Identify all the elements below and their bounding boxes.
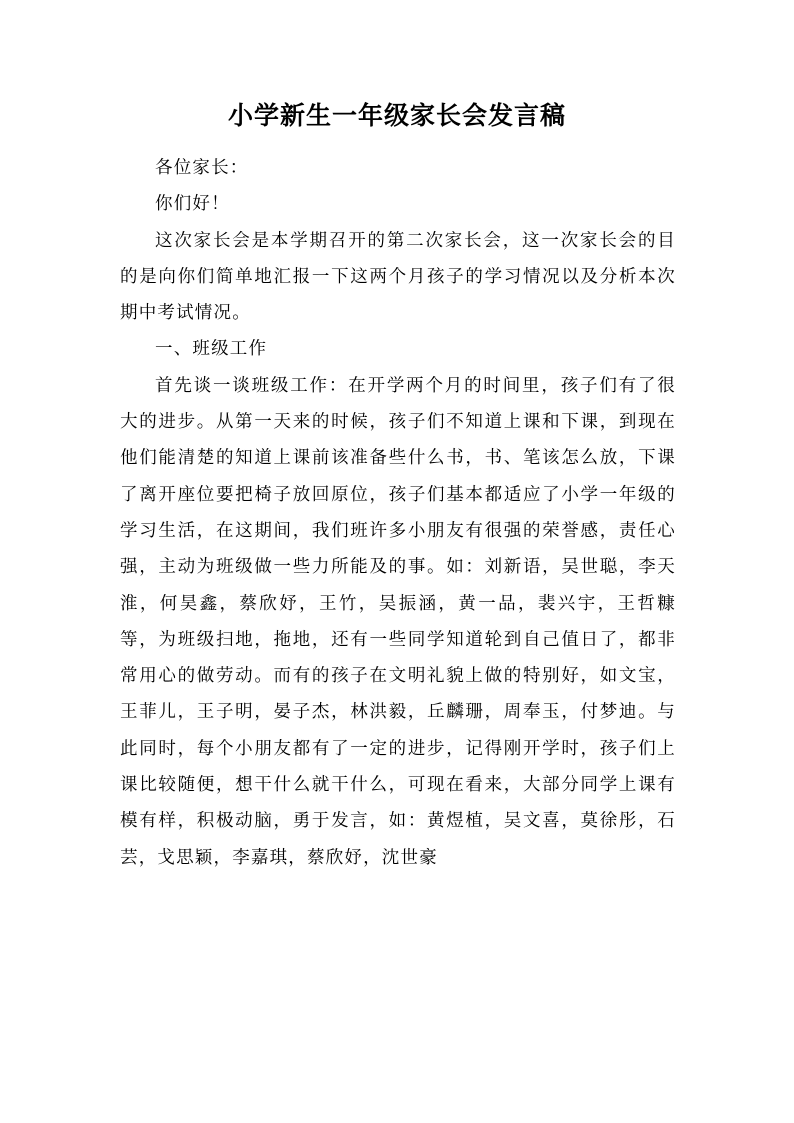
greeting: 你们好！	[155, 194, 230, 215]
section-heading: 一、班级工作	[155, 339, 268, 360]
document-body	[120, 150, 676, 876]
body-paragraph: 首先谈一谈班级工作：在开学两个月的时间里，孩子们有了很大的进步。从第一天来的时候，孩子们不知道上课和下课，到现在他们能清楚的知道上课前该准备些什么书，书、笔该怎么放，下课了离开座位要把椅子放回原位，孩子们基本都适应了小学一年级的学习生活，在这期间，我们班许多小朋友有很强的荣誉感，责任心强，主动为班级做一些力所能及的事。如：刘新语，吴世聪，李天淮，何昊鑫，蔡欣妤，王竹，吴振涵，黄一品，裴兴宇，王哲糠等，为班级扫地，拖地，还有一些同学知道轮到自己值日了，都非常用心的做劳动。而有的孩子在文明礼貌上做的特别好，如文宝，王菲儿，王子明，晏子杰，林洪毅，丘麟珊，周奉玉，付梦迪。与此同时，每个小朋友都有了一定的进步，记得刚开学时，孩子们上课比较随便，想干什么就干什么，可现在看来，大部分同学上课有模有样，积极动脑，勇于发言，如：黄煜植，吴文喜，莫徐彤，石芸，戈思颖，李嘉琪，蔡欣妤，沈世豪	[120, 375, 676, 868]
document-title: 小学新生一年级家长会发言稿	[227, 101, 566, 130]
salutation: 各位家长：	[155, 158, 249, 178]
intro-paragraph: 这次家长会是本学期召开的第二次家长会，这一次家长会的目的是向你们简单地汇报一下这两个月孩子的学习情况以及分析本次期中考试情况。	[120, 230, 676, 324]
